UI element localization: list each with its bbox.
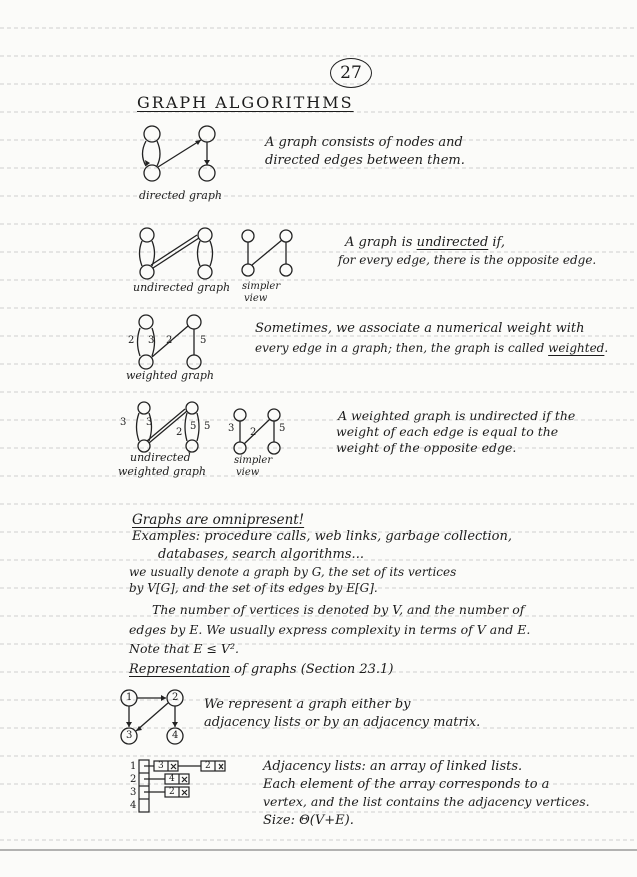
count-line-3: Note that E ≤ V². bbox=[129, 641, 239, 656]
weight-label: 5 bbox=[200, 335, 207, 346]
weight-label: 3 bbox=[148, 335, 155, 346]
adjacency-line-3: vertex, and the list contains the adjacency vertices. bbox=[263, 794, 590, 809]
undirected-weighted-graph-figure bbox=[130, 400, 210, 456]
uw-def-line-1: A weighted graph is undirected if the bbox=[338, 408, 576, 423]
weight-label: 3 bbox=[120, 417, 127, 428]
undirected-emphasis: undirected bbox=[416, 235, 489, 250]
uw-simpler-label: simpler bbox=[234, 455, 273, 466]
uw-def-line-3: weight of the opposite edge. bbox=[336, 440, 517, 455]
undirected-def-line-2: for every edge, there is the opposite edge. bbox=[338, 253, 597, 267]
denote-line-1: we usually denote a graph by G, the set of its vertices bbox=[129, 565, 457, 579]
count-line-2: edges by E. We usually express complexity in terms of V and E. bbox=[129, 622, 531, 637]
adj-row-label: 3 bbox=[130, 787, 137, 798]
adj-row-label: 4 bbox=[130, 800, 137, 811]
weight-label: 5 bbox=[190, 421, 197, 432]
weighted-def-line-1: Sometimes, we associate a numerical weight with bbox=[255, 321, 585, 336]
uw-caption-line-2: weighted graph bbox=[118, 465, 207, 478]
undirected-graph-caption: undirected graph bbox=[133, 281, 231, 294]
uw-caption-line-1: undirected bbox=[130, 451, 191, 464]
adj-cell-value: 2 bbox=[205, 761, 211, 771]
weight-label: 5 bbox=[279, 423, 286, 434]
representation-emphasis: Representation bbox=[129, 662, 231, 677]
undirected-graph-figure bbox=[135, 225, 225, 285]
adj-cell-value: 3 bbox=[158, 761, 164, 771]
adj-cell-value: 4 bbox=[169, 774, 175, 784]
examples-line-1: Examples: procedure calls, web links, garbage collection, bbox=[132, 529, 513, 544]
weighted-graph-caption: weighted graph bbox=[126, 369, 215, 382]
text-segment: of graphs (Section 23.1) bbox=[230, 662, 394, 677]
page-title: GRAPH ALGORITHMS bbox=[137, 93, 354, 112]
adjacency-line-2: Each element of the array corresponds to a bbox=[263, 777, 550, 792]
weighted-def-line-2 bbox=[255, 342, 608, 354]
adjacency-list-diagram bbox=[125, 758, 245, 816]
uw-view-label: view bbox=[236, 467, 260, 478]
adj-row-label: 1 bbox=[130, 761, 137, 772]
text-segment: every edge in a graph; then, the graph is called bbox=[255, 341, 549, 355]
omnipresent-heading: Graphs are omnipresent! bbox=[132, 512, 305, 528]
weight-label: 3 bbox=[146, 417, 153, 428]
undirected-simpler-view-figure bbox=[238, 228, 298, 280]
weight-label: 2 bbox=[166, 335, 173, 346]
undirected-simpler-label: simpler bbox=[242, 281, 281, 292]
undirected-view-label: view bbox=[244, 293, 268, 304]
text-segment: . bbox=[604, 341, 609, 355]
representation-heading bbox=[129, 663, 393, 676]
intro-line-1: A graph consists of nodes and bbox=[265, 135, 463, 150]
graph-node-label: 1 bbox=[126, 692, 133, 703]
count-line-1: The number of vertices is denoted by V, and the number of bbox=[152, 602, 525, 617]
intro-line-2: directed edges between them. bbox=[265, 153, 465, 168]
directed-graph-figure bbox=[135, 120, 225, 190]
adj-row-label: 2 bbox=[130, 774, 137, 785]
adjacency-line-1: Adjacency lists: an array of linked lists. bbox=[263, 759, 523, 774]
undirected-def-line-1 bbox=[345, 236, 505, 249]
uw-simpler-view-figure bbox=[230, 408, 286, 456]
page-number: 27 bbox=[330, 58, 372, 88]
representation-line-2: adjacency lists or by an adjacency matrix. bbox=[204, 715, 481, 730]
weight-label: 3 bbox=[228, 423, 235, 434]
examples-line-2: databases, search algorithms... bbox=[158, 547, 364, 562]
graph-node-label: 4 bbox=[172, 730, 179, 741]
adj-cell-value: 2 bbox=[169, 787, 175, 797]
weight-label: 2 bbox=[128, 335, 135, 346]
text-segment: A graph is bbox=[345, 235, 417, 250]
uw-def-line-2: weight of each edge is equal to the bbox=[336, 424, 559, 439]
representation-line-1: We represent a graph either by bbox=[204, 697, 411, 712]
weighted-emphasis: weighted bbox=[548, 341, 605, 355]
graph-node-label: 3 bbox=[126, 730, 133, 741]
weight-label: 2 bbox=[250, 427, 257, 438]
adjacency-size-line: Size: Θ(V+E). bbox=[263, 813, 354, 828]
text-segment: if, bbox=[488, 235, 506, 250]
denote-line-2: by V[G], and the set of its edges by E[G]. bbox=[129, 581, 378, 595]
weight-label: 2 bbox=[176, 427, 183, 438]
weight-label: 5 bbox=[204, 421, 211, 432]
directed-graph-caption: directed graph bbox=[139, 189, 222, 202]
graph-node-label: 2 bbox=[172, 692, 179, 703]
